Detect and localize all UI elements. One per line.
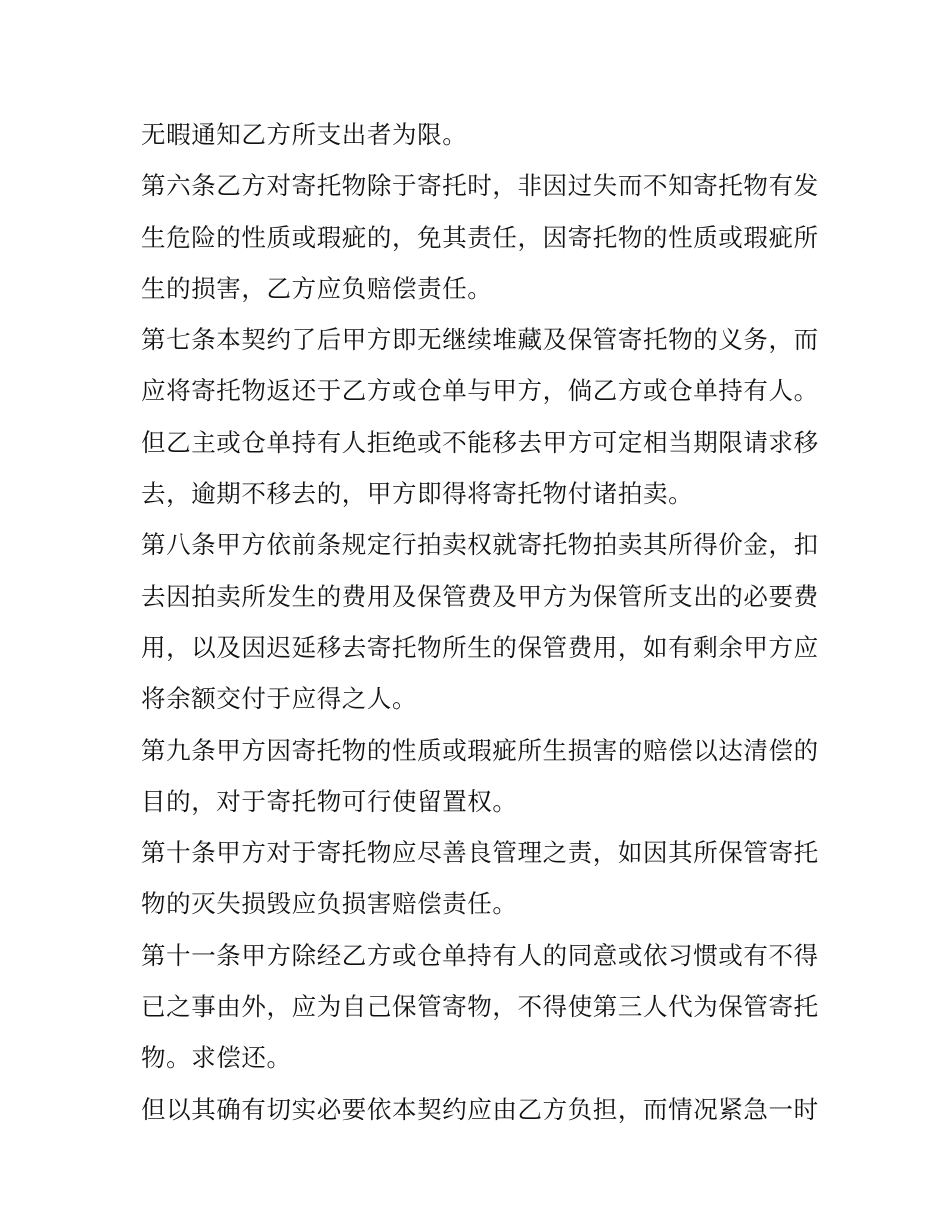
contract-text (141, 109, 821, 1135)
text-line-4: 生的损害，乙方应负赔偿责任。 (141, 273, 493, 303)
text-line-9: 第八条甲方依前条规定行拍卖权就寄托物拍卖其所得价金，扣 (141, 530, 819, 560)
text-line-15: 第十条甲方对于寄托物应尽善良管理之责，如因其所保管寄托 (141, 838, 819, 868)
text-line-2: 第六条乙方对寄托物除于寄托时，非因过失而不知寄托物有发 (141, 171, 819, 201)
text-line-20: 但以其确有切实必要依本契约应由乙方负担，而情况紧急一时 (141, 1094, 819, 1124)
text-line-11: 用，以及因迟延移去寄托物所生的保管费用，如有剩余甲方应 (141, 632, 819, 662)
text-line-5: 第七条本契约了后甲方即无继续堆藏及保管寄托物的义务，而 (141, 325, 819, 355)
text-line-12: 将余额交付于应得之人。 (141, 684, 418, 714)
text-line-1: 无暇通知乙方所支出者为限。 (141, 120, 468, 149)
text-line-17: 第十一条甲方除经乙方或仓单持有人的同意或依习惯或有不得 (141, 940, 819, 970)
text-line-14: 目的，对于寄托物可行使留置权。 (141, 786, 518, 816)
text-line-7: 但乙主或仓单持有人拒绝或不能移去甲方可定相当期限请求移 (141, 427, 819, 457)
text-line-3: 生危险的性质或瑕疵的，免其责任，因寄托物的性质或瑕疵所 (141, 222, 819, 252)
text-line-16: 物的灭失损毁应负损害赔偿责任。 (141, 889, 518, 919)
text-line-6: 应将寄托物返还于乙方或仓单与甲方，倘乙方或仓单持有人。 (141, 376, 819, 406)
text-line-13: 第九条甲方因寄托物的性质或瑕疵所生损害的赔偿以达清偿的 (141, 735, 819, 765)
text-line-8: 去，逾期不移去的，甲方即得将寄托物付诸拍卖。 (141, 479, 694, 509)
text-line-18: 已之事由外，应为自己保管寄物，不得使第三人代为保管寄托 (141, 992, 819, 1022)
text-line-19: 物。求偿还。 (141, 1043, 292, 1073)
text-line-10: 去因拍卖所发生的费用及保管费及甲方为保管所支出的必要费 (141, 581, 819, 611)
